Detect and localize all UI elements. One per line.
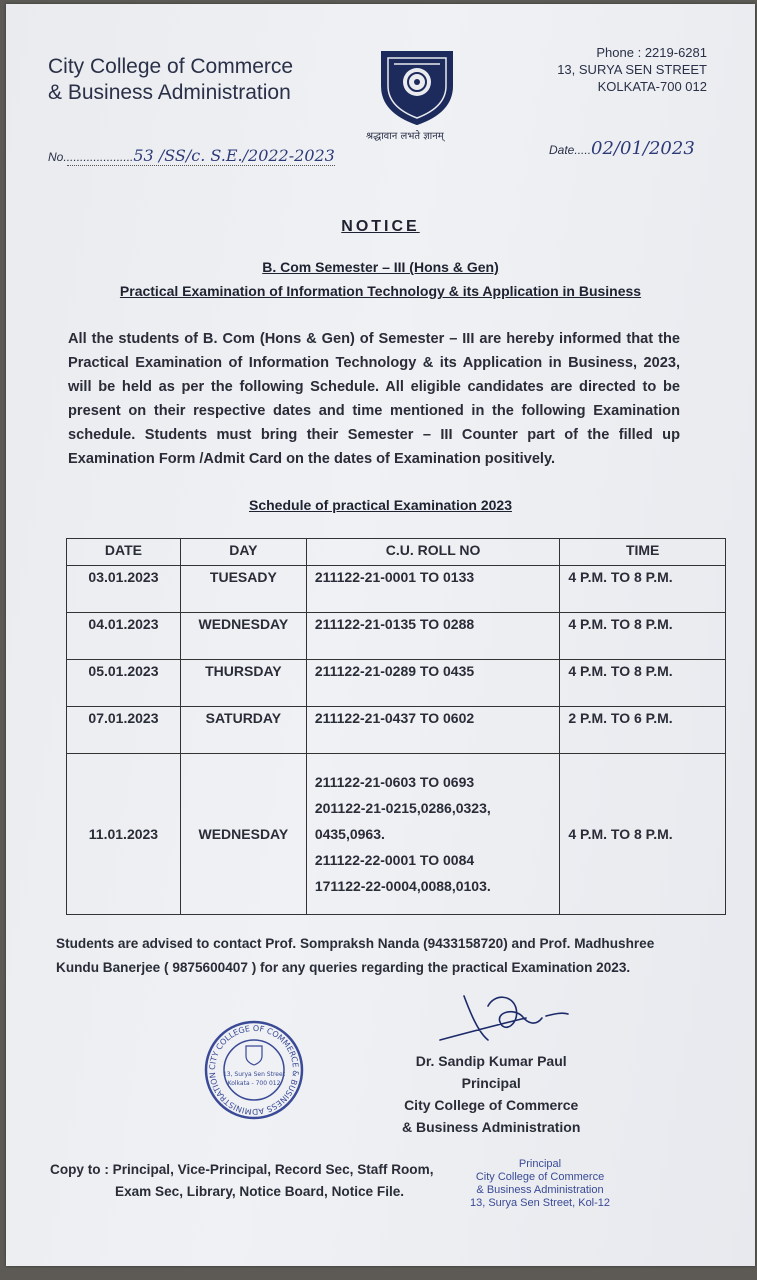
date-value: 02/01/2023: [591, 138, 695, 159]
roll-line: 211122-21-0603 TO 0693: [314, 774, 475, 790]
contact-note: Students are advised to contact Prof. Sompraksh Nanda (9433158720) and Prof. Madhushree Kundu Banerjee ( 9875600407 ) for any queries regarding the practical Examination 2023.: [56, 936, 655, 975]
cell-time: 4 P.M. TO 8 P.M.: [560, 660, 726, 707]
svg-text:13, Surya Sen Street: 13, Surya Sen Street: [222, 1071, 286, 1078]
address-line2: KOLKATA-700 012: [597, 79, 707, 94]
notice-body: All the students of B. Com (Hons & Gen) of Semester – III are hereby informed that the Practical Examination of Information Technology & its Application in Business, 2023, will be held as per the following Schedule. All eligible candidates are directed to be present on their respective dates and time mentioned in the following Examination schedule. Students must bring their Semester – III Counter part of the filled up Examination Form /Admit Card on the dates of Examination positively.: [68, 331, 680, 467]
cell-roll: [306, 754, 560, 915]
reference-label: No.: [48, 150, 67, 164]
cell-day: WEDNESDAY: [180, 613, 306, 660]
cell-day: THURSDAY: [180, 660, 306, 707]
cell-roll: 211122-21-0437 TO 0602: [306, 707, 560, 754]
college-motto: श्रद्धावान लभते ज्ञानम्: [366, 131, 444, 142]
header-roll: C.U. ROLL NO: [306, 539, 560, 566]
principal-stamp-line3: & Business Administration: [476, 1184, 604, 1196]
signatory-college-line1: City College of Commerce: [404, 1097, 579, 1113]
cell-roll: 211122-21-0001 TO 0133: [306, 566, 560, 613]
signatory-college-line2: & Business Administration: [402, 1119, 581, 1135]
signatory-designation: Principal: [461, 1075, 521, 1091]
cell-day: TUESADY: [180, 566, 306, 613]
table-row: [67, 566, 726, 613]
notice-subtitle-course: B. Com Semester – III (Hons & Gen): [262, 259, 499, 275]
notice-subtitle-exam: Practical Examination of Information Technology & its Application in Business: [119, 283, 642, 299]
header-day: DAY: [180, 539, 306, 566]
copy-to-line1: Copy to : Principal, Vice-Principal, Record Sec, Staff Room,: [50, 1162, 434, 1177]
cell-roll: 211122-21-0289 TO 0435: [306, 660, 560, 707]
principal-signature: [430, 988, 590, 1048]
reference-value: 53 /SS/c. S.E./2022-2023: [133, 146, 335, 165]
table-row: [67, 613, 726, 660]
cell-roll: 211122-21-0135 TO 0288: [306, 613, 560, 660]
schedule-table: [66, 538, 726, 915]
signatory-name: Dr. Sandip Kumar Paul: [415, 1053, 567, 1069]
principal-stamp: [470, 1158, 610, 1210]
table-row: [67, 660, 726, 707]
cell-date: 11.01.2023: [67, 754, 181, 915]
college-crest-logo: [376, 46, 458, 126]
cell-day: SATURDAY: [180, 707, 306, 754]
table-row: [67, 707, 726, 754]
header-date: DATE: [67, 539, 181, 566]
header-time: TIME: [560, 539, 726, 566]
cell-time: 4 P.M. TO 8 P.M.: [560, 613, 726, 660]
college-contact: [557, 44, 707, 95]
notice-title: NOTICE: [341, 218, 420, 235]
college-round-stamp: [202, 1018, 306, 1122]
notice-date: Date.....02/01/2023: [549, 138, 695, 159]
signatory-block: [402, 1050, 580, 1138]
principal-stamp-line1: Principal: [518, 1158, 562, 1170]
cell-date: 04.01.2023: [67, 613, 181, 660]
svg-text:CITY COLLEGE OF COMMERCE & BUS: CITY COLLEGE OF COMMERCE & BUSINESS ADMINISTRATION: [207, 1023, 301, 1117]
principal-stamp-line4: 13, Surya Sen Street, Kol-12: [470, 1197, 611, 1209]
address-line1: 13, SURYA SEN STREET: [557, 62, 707, 77]
cell-time: 2 P.M. TO 6 P.M.: [560, 707, 726, 754]
table-row: [67, 754, 726, 915]
cell-day: WEDNESDAY: [180, 754, 306, 915]
roll-line: 211122-22-0001 TO 0084: [314, 852, 475, 868]
copy-to-line2: Exam Sec, Library, Notice Board, Notice File.: [115, 1184, 405, 1199]
date-label: Date: [549, 143, 575, 157]
reference-number: No.....................53 /SS/c. S.E./2022-2023: [48, 146, 335, 165]
principal-stamp-line2: City College of Commerce: [475, 1171, 605, 1183]
svg-text:Kolkata - 700 012: Kolkata - 700 012: [227, 1080, 281, 1087]
schedule-title: Schedule of practical Examination 2023: [249, 497, 512, 513]
college-name: [48, 54, 293, 106]
notice-page: [6, 4, 755, 1266]
cell-date: 05.01.2023: [67, 660, 181, 707]
phone-number: Phone : 2219-6281: [596, 45, 707, 60]
cell-time: 4 P.M. TO 8 P.M.: [560, 566, 726, 613]
cell-date: 03.01.2023: [67, 566, 181, 613]
college-name-line1: City College of Commerce: [48, 55, 294, 78]
college-name-line2: & Business Administration: [48, 81, 291, 104]
copy-to: [50, 1159, 433, 1203]
table-header-row: [67, 539, 726, 566]
cell-date: 07.01.2023: [67, 707, 181, 754]
roll-line: 0435,0963.: [314, 826, 385, 842]
roll-line: 201122-21-0215,0286,0323,: [314, 800, 491, 816]
roll-line: 171122-22-0004,0088,0103.: [314, 878, 491, 894]
cell-time: 4 P.M. TO 8 P.M.: [560, 754, 726, 915]
